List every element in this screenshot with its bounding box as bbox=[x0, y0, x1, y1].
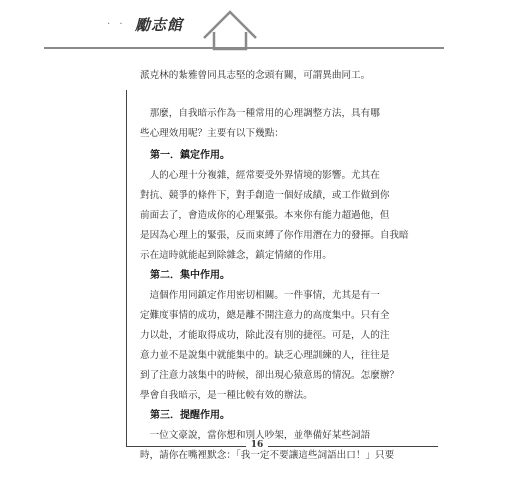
text-line: 力以赴，才能取得成功，除此沒有別的捷徑。可是，人的注 bbox=[140, 330, 390, 341]
text-line: 些心理效用呢？主要有以下幾點： bbox=[140, 128, 284, 139]
text-line: 人的心理十分複雜，經常要受外界情境的影響。尤其在 bbox=[140, 170, 380, 181]
page-frame-bottom-right bbox=[268, 446, 438, 447]
section-heading: 第二．集中作用。 bbox=[140, 270, 230, 281]
section-title: 勵志館 bbox=[135, 16, 184, 34]
section-heading: 第三．提醒作用。 bbox=[140, 410, 230, 421]
header-rule bbox=[44, 47, 444, 49]
text-line: 示在這時就能起到除雜念，鎮定情緒的作用。 bbox=[140, 250, 332, 261]
text-line: 一位文豪說，當你想和別人吵架，並準備好某些詞語 bbox=[140, 430, 371, 441]
text-line: 到了注意力該集中的時候，卻出現心猿意馬的情況。怎麼辦？ bbox=[140, 370, 400, 381]
page-frame-bottom-left bbox=[126, 446, 246, 447]
page-frame-left bbox=[126, 90, 127, 446]
section-heading: 第一．鎮定作用。 bbox=[140, 150, 230, 161]
house-icon bbox=[202, 8, 258, 52]
header-dots: · · bbox=[107, 19, 126, 30]
text-line: 派克林的紮雅曾同具志堅的念頭有關，可謂異曲同工。 bbox=[140, 70, 371, 81]
text-line: 前面去了，會造成你的心理緊張。本來你有能力超過他，但 bbox=[140, 210, 390, 221]
page-number: 16 bbox=[250, 440, 264, 450]
text-line: 意力並不是說集中就能集中的。缺乏心理訓練的人，往往是 bbox=[140, 350, 390, 361]
text-line: 對抗、競爭的條件下，對手創造一個好成績，或工作做到你 bbox=[140, 190, 390, 201]
text-line: 那麼，自我暗示作為一種常用的心理調整方法，具有哪 bbox=[140, 108, 380, 119]
text-line: 時，請你在嘴裡默念：「我一定不要讓這些詞語出口！」只要 bbox=[140, 450, 395, 461]
text-line: 學會自我暗示，是一種比較有效的辦法。 bbox=[140, 390, 313, 401]
text-line: 是因為心理上的緊張，反而束縛了你作用潛在力的發揮。自我暗 bbox=[140, 230, 409, 241]
text-line: 定難度事情的成功，總是離不開注意力的高度集中。只有全 bbox=[140, 310, 390, 321]
text-line: 這個作用同鎮定作用密切相關。一件事情，尤其是有一 bbox=[140, 290, 380, 301]
